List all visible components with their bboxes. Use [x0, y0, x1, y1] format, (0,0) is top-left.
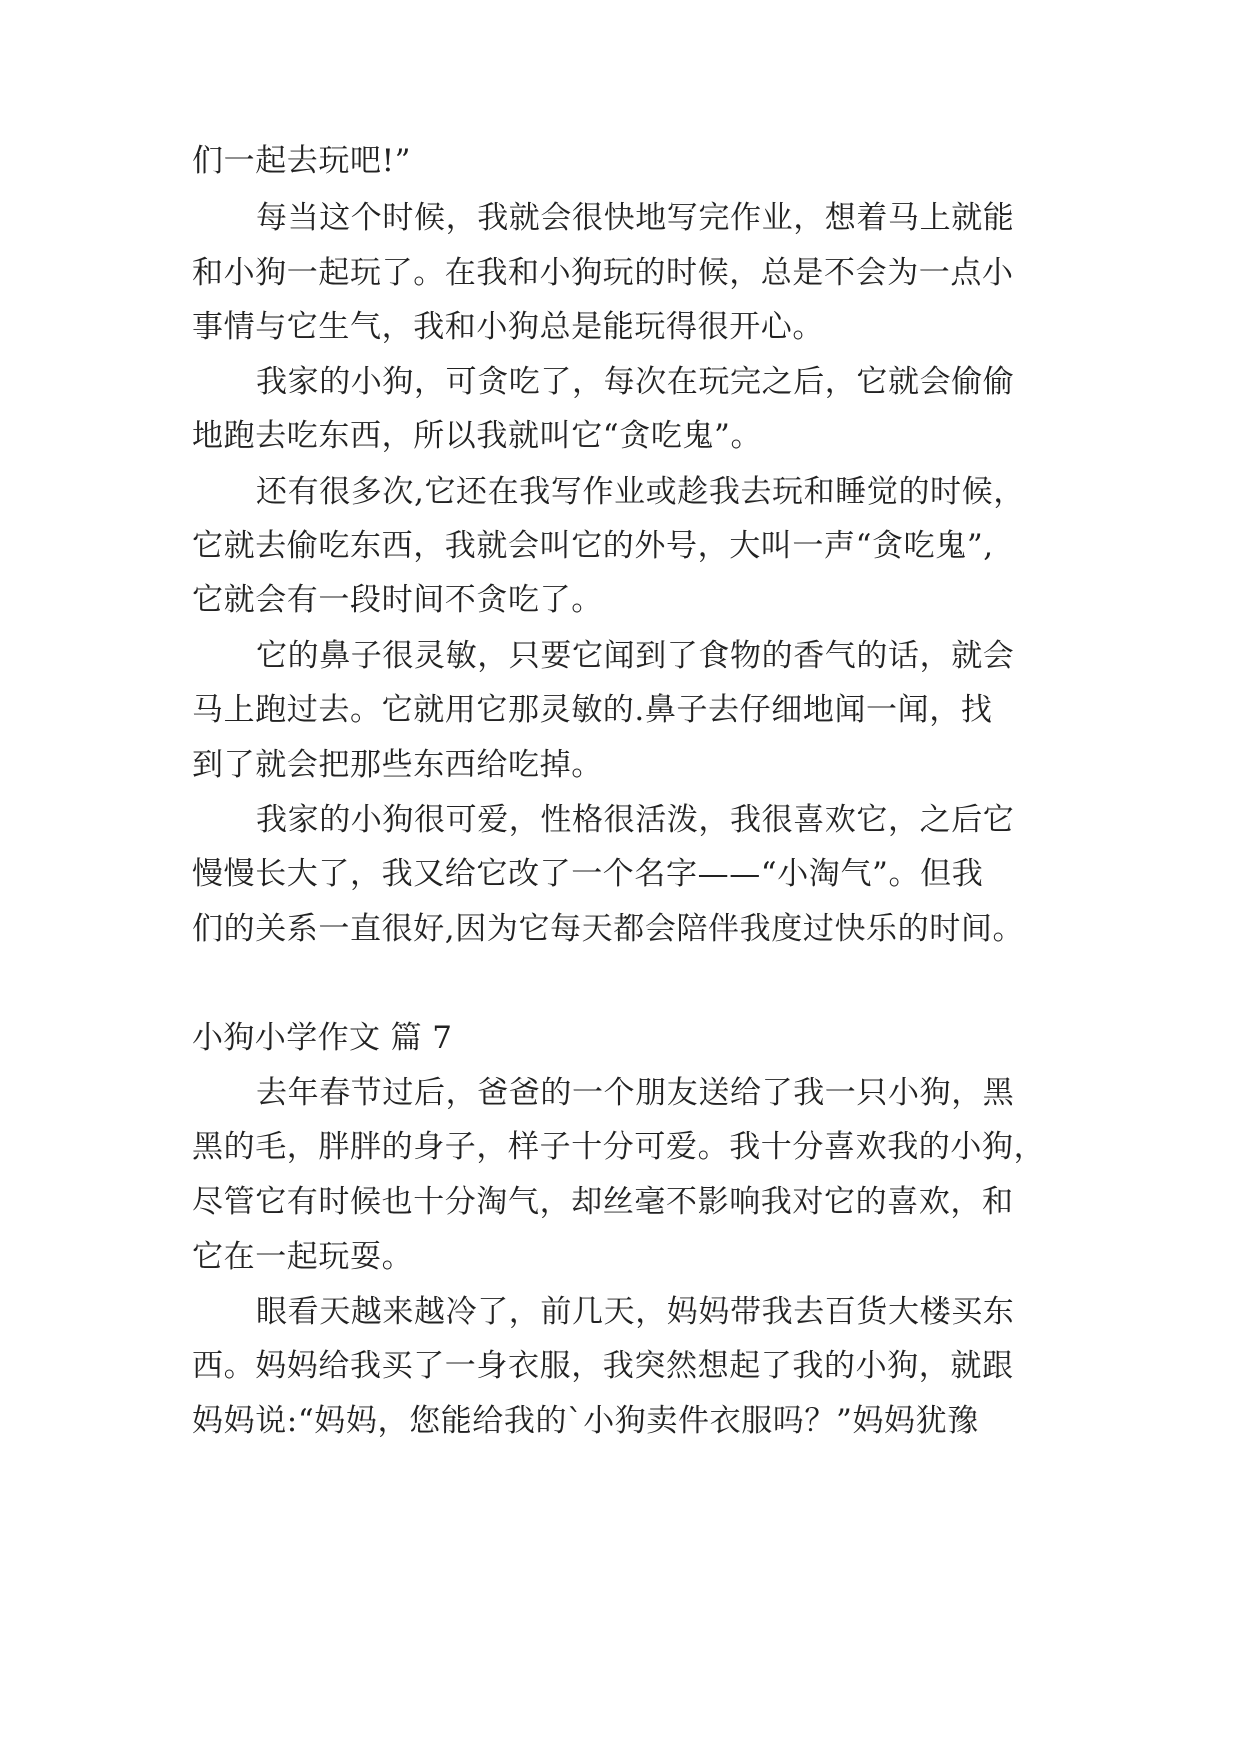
text-line: 到了就会把那些东西给吃掉。 [192, 747, 603, 783]
paragraph-first-line: 它的鼻子很灵敏，只要它闻到了食物的香气的话，就会 [256, 638, 1015, 674]
text-line: 慢慢长大了，我又给它改了一个名字——“小淘气”。但我 [192, 856, 984, 892]
text-line: 马上跑过去。它就用它那灵敏的.鼻子去仔细地闻一闻，找 [192, 692, 993, 728]
text-line: 它就会有一段时间不贪吃了。 [192, 582, 603, 618]
paragraph-first-line: 眼看天越来越冷了，前几天，妈妈带我去百货大楼买东 [256, 1294, 1015, 1330]
text-line: 它在一起玩耍。 [192, 1239, 414, 1275]
text-line: 们一起去玩吧!” [192, 143, 412, 179]
paragraph-first-line: 去年春节过后，爸爸的一个朋友送给了我一只小狗，黑 [256, 1075, 1015, 1111]
text-line: 事情与它生气，我和小狗总是能玩得很开心。 [192, 309, 824, 345]
paragraph-first-line: 我家的小狗很可爱，性格很活泼，我很喜欢它，之后它 [256, 802, 1015, 838]
text-line: 西。妈妈给我买了一身衣服，我突然想起了我的小狗，就跟 [192, 1348, 1014, 1384]
text-line: 们的关系一直很好,因为它每天都会陪伴我度过快乐的时间。 [192, 911, 1025, 947]
text-line: 地跑去吃东西，所以我就叫它“贪吃鬼”。 [192, 418, 763, 454]
text-line: 和小狗一起玩了。在我和小狗玩的时候，总是不会为一点小 [192, 255, 1014, 291]
paragraph-first-line: 还有很多次,它还在我写作业或趁我去玩和睡觉的时候， [256, 474, 1025, 510]
text-line: 尽管它有时候也十分淘气，却丝毫不影响我对它的喜欢，和 [192, 1184, 1014, 1220]
section-heading: 小狗小学作文 篇 7 [192, 1020, 453, 1056]
text-line: 它就去偷吃东西，我就会叫它的外号，大叫一声“贪吃鬼”, [192, 528, 994, 564]
paragraph-first-line: 每当这个时候，我就会很快地写完作业，想着马上就能 [256, 200, 1015, 236]
paragraph-first-line: 我家的小狗，可贪吃了，每次在玩完之后，它就会偷偷 [256, 364, 1015, 400]
text-line: 黑的毛，胖胖的身子，样子十分可爱。我十分喜欢我的小狗， [192, 1129, 1046, 1165]
text-line: 妈妈说:“妈妈，您能给我的`小狗卖件衣服吗？”妈妈犹豫 [192, 1403, 979, 1439]
